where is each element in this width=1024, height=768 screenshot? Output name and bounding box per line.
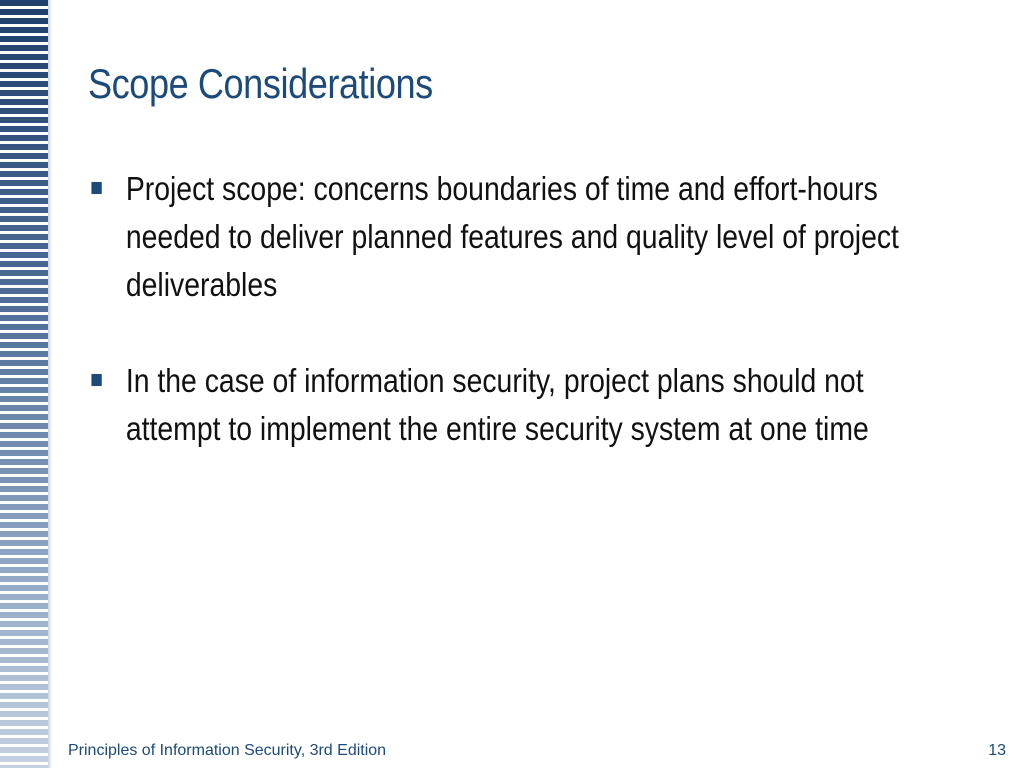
bullet-item — [88, 357, 948, 453]
page-number: 13 — [988, 742, 1006, 759]
slide-title: Scope Considerations — [88, 60, 433, 107]
square-bullet-icon — [91, 182, 101, 194]
decorative-stripe-bar — [0, 0, 48, 768]
square-bullet-icon — [91, 374, 101, 386]
bullet-list — [88, 165, 948, 501]
bullet-item — [88, 165, 948, 309]
bullet-text: In the case of information security, project plans should not attempt to implement the entire security system at one time — [125, 362, 869, 447]
bullet-text: Project scope: concerns boundaries of time and effort-hours needed to deliver planned features and quality level of project deliverables — [125, 170, 899, 303]
stripe-shadow — [48, 0, 52, 768]
footer-text: Principles of Information Security, 3rd Edition — [68, 742, 387, 759]
